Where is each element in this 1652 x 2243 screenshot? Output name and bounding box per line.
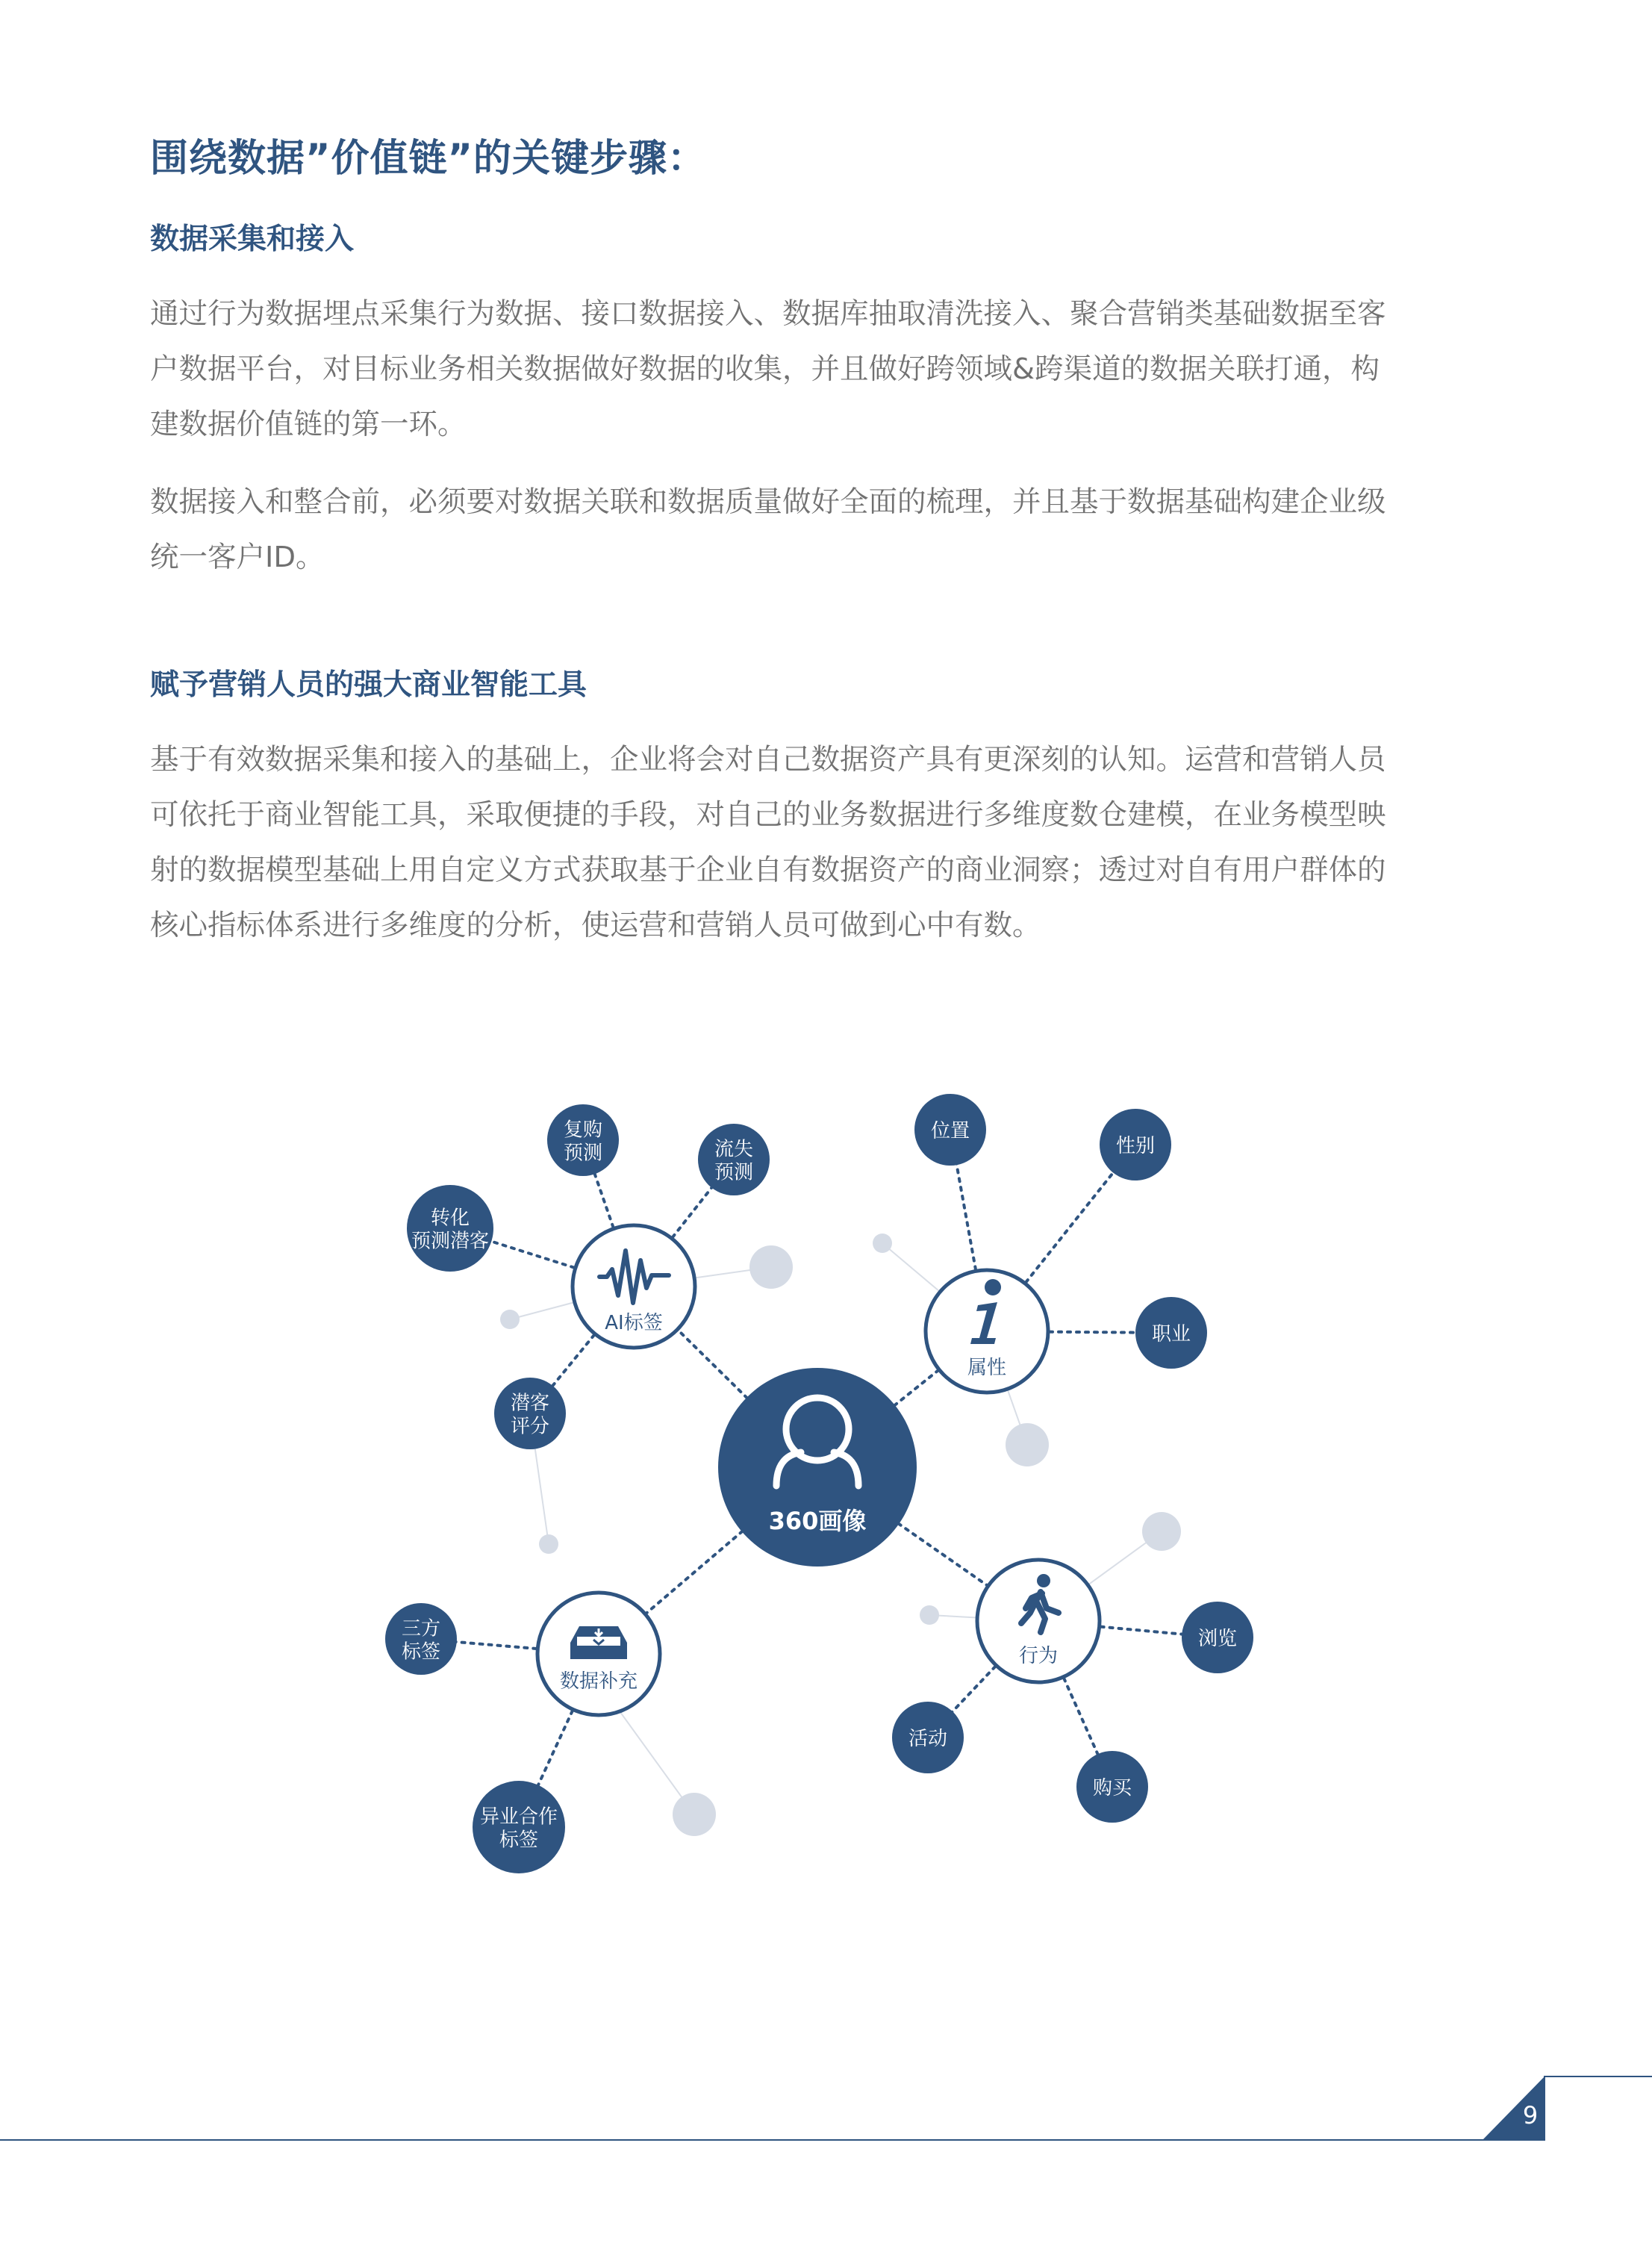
leaf-label: 预测潜客 [411,1230,490,1253]
leaf-label: 复购 [563,1119,603,1142]
leaf-label: 浏览 [1197,1628,1238,1650]
leaf-label: 评分 [510,1415,550,1438]
leaf-node [914,1094,986,1166]
leaf-label: 购买 [1092,1777,1132,1799]
decor-dot [1006,1423,1049,1466]
leaf-label: 标签 [401,1640,441,1664]
leaf-node [473,1781,565,1873]
section-title-data-collection: 数据采集和接入 [150,223,355,256]
leaf-label: 异业合作 [479,1805,558,1829]
leaf-label: 三方 [401,1617,441,1640]
hub-label: 属性 [967,1357,1007,1379]
center-node-360 [718,1368,917,1567]
leaf-node [1100,1109,1171,1180]
leaf-node [385,1603,457,1675]
text-line: 通过行为数据埋点采集行为数据、接口数据接入、数据库抽取清洗接入、聚合营销类基础数据至客 [150,297,1386,331]
text-line: 建数据价值链的第一环。 [150,408,467,441]
leaf-label: 位置 [930,1120,970,1142]
section-title-bi-tools: 赋予营销人员的强大商业智能工具 [150,668,587,702]
leaf-label: 性别 [1115,1135,1156,1157]
hub-attributes [926,1270,1048,1393]
decor-dot [673,1793,716,1836]
footer-rule-upper [1544,2076,1652,2077]
decor-dot [539,1534,558,1554]
leaf-label: 流失 [714,1138,754,1161]
decor-dot [920,1605,939,1625]
leaf-node [892,1702,964,1773]
hub-behavior [977,1560,1100,1682]
footer-rule [0,2139,1497,2141]
text-line: 数据接入和整合前，必须要对数据关联和数据质量做好全面的梳理，并且基于数据基础构建企业级 [150,485,1386,519]
leaf-node [547,1104,619,1176]
decor-dot [873,1234,892,1253]
decor-dot [749,1245,793,1289]
leaf-label: 预测 [714,1161,754,1184]
text-line: 核心指标体系进行多维度的分析，使运营和营销人员可做到心中有数。 [150,909,1041,942]
text-line: 可依托于商业智能工具，采取便捷的手段，对自己的业务数据进行多维度数仓建模，在业务模型映 [150,798,1386,832]
text-line: 统一客户ID。 [150,541,325,574]
center-label: 360画像 [768,1507,867,1535]
leaf-node [1182,1602,1253,1673]
hub-label: 行为 [1018,1645,1059,1667]
leaf-label: 活动 [908,1728,948,1750]
leaf-label: 职业 [1151,1323,1191,1346]
tray-icon [570,1626,627,1659]
leaf-node [1076,1751,1148,1823]
text-line: 基于有效数据采集和接入的基础上，企业将会对自己数据资产具有更深刻的认知。运营和营销人员 [150,743,1386,777]
leaf-node [698,1124,770,1195]
hub-data-supplement [537,1593,660,1715]
text-line: 户数据平台，对目标业务相关数据做好数据的收集，并且做好跨领域&跨渠道的数据关联打通，构 [150,352,1380,386]
hub-label: AI标签 [605,1312,663,1334]
hub-label: 数据补充 [559,1670,638,1693]
page-heading: 围绕数据”价值链”的关键步骤： [150,137,707,181]
leaf-label: 转化 [430,1207,470,1230]
leaf-node [494,1378,566,1449]
leaf-node [407,1185,493,1272]
leaf-label: 潜客 [510,1392,550,1415]
text-line: 射的数据模型基础上用自定义方式获取基于企业自有数据资产的商业洞察；透过对自有用户群体的 [150,853,1386,887]
leaf-label: 预测 [563,1142,603,1165]
leaf-node [1135,1297,1207,1369]
page-number: 9 [1522,2101,1539,2130]
decor-dot [1142,1512,1181,1551]
hub-ai-tags [573,1225,695,1348]
decor-dot [500,1310,520,1329]
leaf-label: 标签 [499,1829,539,1852]
